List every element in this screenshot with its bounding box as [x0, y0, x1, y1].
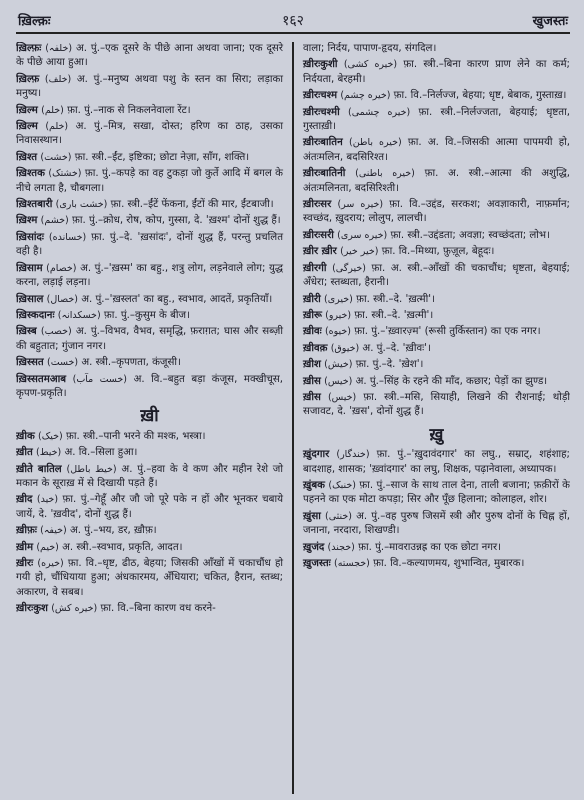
- entry-urdu-spelling: (خیری): [324, 293, 353, 305]
- entry-urdu-spelling: (خشت باری): [55, 199, 108, 211]
- entry-headword: ख़ीस: [302, 375, 321, 387]
- entry-urdu-spelling: (خجسته): [333, 558, 370, 569]
- entry-definition: अ. स्त्री.–स्वभाव, प्रकृति, आदत।: [62, 541, 183, 553]
- entry-definition: अ. पुं.–सिंह के रहने की माँद, कछार; पेड़ों का झुण्ड।: [355, 375, 548, 387]
- dictionary-entry: [303, 342, 570, 356]
- header-first-word: ख़िल्क़ः: [18, 14, 51, 29]
- header-last-word: खुजस्तः: [532, 14, 568, 29]
- page-number: १६२: [282, 13, 304, 29]
- entry-definition: फ़ा. पुं.–'ख़्वारज़्म' (रूसी तुर्किस्तान) का एक नगर।: [354, 326, 541, 338]
- entry-definition: अ. पुं.–विभव, वैभव, समृद्धि, फ़राग़त; घास और सब्ज़ी की बहुतात; गुंजान नगर।: [16, 326, 284, 352]
- dictionary-entry: [303, 167, 570, 196]
- entry-urdu-spelling: (خیس): [327, 391, 357, 403]
- entry-headword: ख़ीर ख़ीर: [302, 246, 337, 258]
- entry-headword: ख़िश्तक: [16, 168, 45, 180]
- entry-headword: ख़िस्ब: [16, 326, 37, 338]
- entry-urdu-spelling: (خسکدانہ): [57, 309, 101, 321]
- dictionary-entry: [303, 229, 570, 243]
- entry-headword: ख़ीरःकुशी: [302, 59, 338, 71]
- entry-definition: अ. पुं.–मित्र, सखा, दोस्त; हरिण का ठाह, उसका निवासस्थान।: [16, 121, 284, 147]
- entry-urdu-spelling: (خیره): [37, 558, 64, 569]
- entry-definition: फ़ा. वि.–धृष्ट, ढीठ, बेहया; जिसकी आँखों में चकाचौंध हो गयी हो, चौंधियाया हुआ; अंधकारमय, अँधियारा; चकित, हैरान, स्तब्ध; अकारण, वे सबब।: [16, 558, 284, 598]
- entry-urdu-spelling: (خست مآب): [72, 373, 127, 385]
- entry-definition: अ. पुं.–भय, डर, ख़ौफ़।: [69, 525, 157, 537]
- dictionary-entry: [303, 58, 570, 87]
- dictionary-entry: [303, 510, 570, 539]
- entry-urdu-spelling: (خلفہ): [45, 43, 73, 54]
- entry-urdu-spelling: (خیوه): [324, 326, 351, 338]
- entry-headword: ख़ीरः: [16, 558, 34, 569]
- dictionary-entry: [16, 214, 283, 228]
- dictionary-entry: [303, 448, 570, 477]
- entry-urdu-spelling: (خصال): [46, 293, 79, 305]
- entry-urdu-spelling: (خیش): [324, 359, 353, 371]
- entry-headword: ख़ीरःचश्म: [302, 90, 338, 102]
- entry-headword: ख़िसांदः: [16, 231, 44, 243]
- entry-urdu-spelling: (خشم): [40, 215, 69, 227]
- entry-urdu-spelling: (خیره کش): [51, 603, 98, 615]
- dictionary-entry: [16, 493, 283, 522]
- entry-definition: फ़ा. स्त्री.–निर्लज्जता, बेहयाई; धृष्टता, गुस्ताख़ी।: [302, 106, 570, 133]
- entry-urdu-spelling: (خلم): [45, 121, 69, 133]
- dictionary-entry: [303, 541, 570, 555]
- entry-list-right: [303, 42, 570, 420]
- entry-urdu-spelling: (خیره باطن): [348, 137, 402, 149]
- entry-definition: अ. वि.–सिला हुआ।: [64, 447, 138, 459]
- entry-definition: अ. पुं.–दे. 'ख़ीवः'।: [362, 342, 431, 354]
- entry-headword: ख़ीरू: [302, 309, 322, 321]
- dictionary-entry: [16, 231, 283, 260]
- dictionary-entry: [303, 557, 570, 571]
- entry-definition: फ़ा. पुं.–'ख़ुदावंदगार' का लघु., सम्राट्, शहंशाह; बादशाह, शासक; 'ख़्वांदगार' का लघु, शिक्षक, पढ़ानेवाला, अध्यापक।: [302, 449, 570, 475]
- dictionary-entry: [303, 479, 570, 508]
- entry-urdu-spelling: (خیفہ): [40, 525, 67, 537]
- entry-headword: ख़ीस: [302, 391, 321, 403]
- dictionary-entry: [303, 391, 570, 420]
- entry-definition: फ़ा. स्त्री.–दे. 'ख़त्मी'।: [354, 309, 434, 321]
- dictionary-entry: [16, 557, 283, 600]
- entry-urdu-spelling: (خنبک): [328, 479, 356, 491]
- dictionary-entry: [303, 375, 570, 389]
- entry-headword: ख़िस्कदानः: [16, 309, 55, 321]
- entry-definition: फ़ा. स्त्री.–बिना कारण प्राण लेने का कर्म; निर्दयता, बेरहमी।: [302, 59, 570, 85]
- dictionary-entry: [303, 42, 570, 56]
- entry-definition: फ़ा. स्त्री.–ईंट, इष्टिका; छोटा नेज़ा, साँग, शक्ति।: [74, 151, 250, 163]
- entry-urdu-spelling: (خیرو): [325, 309, 352, 321]
- entry-headword: ख़ीवक़: [302, 342, 328, 354]
- entry-headword: ख़िल्फ़ः: [16, 43, 42, 54]
- entry-definition: फ़ा. अ. स्त्री.–आँखों की चकाचौंध; धृष्टता, बेहयाई; अँधेरा; स्तब्धता, हैरानी।: [302, 262, 570, 289]
- entry-definition: अ. पुं.–मनुष्य अथवा पशु के स्तन का सिरा; लड़ाका मनुष्य।: [16, 73, 283, 100]
- entry-urdu-spelling: (خنثی): [324, 510, 352, 522]
- entry-urdu-spelling: (خیرگی): [332, 262, 366, 274]
- entry-headword: ख़िश्म: [16, 215, 38, 227]
- dictionary-entry: [303, 245, 570, 259]
- entry-urdu-spelling: (خلم): [41, 104, 64, 116]
- entry-headword: ख़ुजस्तः: [302, 558, 331, 569]
- entry-definition: फ़ा. पुं.–कुसुम के बीज।: [103, 309, 190, 321]
- entry-headword: ख़ीरी: [302, 293, 321, 305]
- entry-definition: फ़ा. वि.–बिना कारण वध करने-: [100, 603, 216, 615]
- dictionary-entry: [16, 430, 283, 444]
- entry-definition: अ. पुं.–'ख़स्लत' का बहु., स्वभाव, आदतें, प्रकृतियाँ।: [81, 293, 273, 305]
- dictionary-entry: [16, 325, 283, 354]
- entry-headword: ख़ीरःसरी: [302, 229, 334, 241]
- entry-headword: ख़ुंबक: [302, 479, 325, 491]
- dictionary-entry: [16, 541, 283, 555]
- entry-headword: ख़िल्फ़: [16, 73, 40, 85]
- dictionary-entry: [303, 89, 570, 103]
- entry-urdu-spelling: (خید): [36, 494, 59, 506]
- entry-urdu-spelling: (خلف): [44, 73, 72, 85]
- dictionary-entry: [16, 151, 283, 165]
- entry-definition: अ. पुं.–वह पुरुष जिसमें स्त्री और पुरुष दोनों के चिह्न हों, जनाना, नरदारा, शिखण्डी।: [302, 510, 570, 537]
- entry-definition: फ़ा. पुं.–कपड़े का वह टुकड़ा जो कुर्ते आदि में बगल के नीचे लगता है, चौबगला।: [16, 168, 284, 194]
- dictionary-entry: [303, 358, 570, 372]
- entry-definition: फ़ा. पुं.–नाक से निकलनेवाला रेंट।: [67, 104, 191, 116]
- entry-urdu-spelling: (خیره سر): [337, 199, 384, 211]
- entry-definition: फ़ा. पुं.–साज के साथ ताल देना, ताली बजाना; फ़क़ीरों के पहनने का एक मोटा कपड़ा; सिर और पूँछ हिलाना; कोलाहल, शोर।: [302, 479, 570, 506]
- entry-definition: वाला; निर्दय, पापाण-हृदय, संगदिल।: [302, 43, 437, 54]
- entry-definition: फ़ा. स्त्री.–पानी भरने की मश्क, भस्त्रा।: [65, 430, 206, 442]
- entry-headword: ख़ुंसा: [302, 510, 321, 522]
- entry-headword: ख़ीरःबातिन: [302, 137, 343, 149]
- dictionary-entry: [16, 356, 283, 370]
- dictionary-entry: [303, 293, 570, 307]
- entry-headword: ख़ीरःचश्मी: [302, 106, 340, 118]
- entry-urdu-spelling: (خصب): [40, 326, 72, 338]
- dictionary-entry: [16, 73, 283, 102]
- entry-urdu-spelling: (خیره چشمی): [348, 106, 411, 118]
- entry-headword: ख़िसाल: [16, 293, 44, 305]
- entry-urdu-spelling: (خست): [46, 357, 79, 369]
- entry-definition: फ़ा. पुं.–दे. 'ख़सांदः', दोनों शुद्ध हैं, परन्तु प्रचलित वही है।: [16, 231, 284, 258]
- dictionary-entry: [16, 463, 283, 492]
- entry-definition: फ़ा. अ. स्त्री.–आत्मा की अशुद्धि, अंतःमलिनता, बदसिरिश्ती।: [302, 168, 570, 194]
- section-heading-khu: ख़ु: [429, 424, 444, 445]
- entry-definition: अ. वि.–बहुत बड़ा कंजूस, मक्खीचूस, कृपण-प्रकृति।: [16, 373, 284, 399]
- dictionary-entry: [16, 524, 283, 538]
- entry-urdu-spelling: (خیک): [38, 430, 63, 442]
- section-heading-khi: ख़ी: [140, 406, 159, 427]
- entry-headword: ख़िश्तबारी: [16, 199, 53, 211]
- entry-urdu-spelling: (خیوق): [330, 342, 360, 354]
- entry-urdu-spelling: (خیط): [36, 447, 62, 459]
- entry-definition: फ़ा. पुं.–क्रोध, रोष, कोप, गुस्सा, दे. 'ख़श्म' दोनों शुद्ध हैं।: [72, 215, 281, 227]
- dictionary-entry: [16, 262, 283, 291]
- left-column: [16, 42, 291, 794]
- entry-list-left-2: [16, 430, 283, 617]
- dictionary-entry: [16, 167, 283, 196]
- dictionary-entry: [16, 602, 283, 616]
- entry-headword: ख़ीश: [302, 359, 321, 371]
- entry-urdu-spelling: (خیره سری): [337, 229, 388, 241]
- columns: [16, 42, 570, 794]
- entry-urdu-spelling: (خشتک): [48, 168, 82, 180]
- dictionary-entry: [303, 325, 570, 339]
- entry-definition: फ़ा. वि.–कल्याणमय, शुभान्वित, मुबारक।: [373, 558, 525, 569]
- entry-headword: ख़िसाम: [16, 262, 43, 274]
- dictionary-entry: [16, 373, 283, 402]
- entry-definition: फ़ा. स्त्री.–दे. 'ख़त्मी'।: [356, 293, 435, 305]
- entry-urdu-spelling: (خجند): [327, 541, 355, 553]
- entry-headword: ख़ीफ़ः: [16, 525, 37, 537]
- entry-urdu-spelling: (خصام): [46, 262, 77, 274]
- entry-urdu-spelling: (خشت): [40, 151, 72, 163]
- dictionary-entry: [303, 106, 570, 135]
- entry-list-right-2: [303, 448, 570, 571]
- entry-headword: ख़ुजंद: [302, 541, 325, 553]
- entry-headword: ख़ीद: [16, 494, 33, 506]
- entry-list-left: [16, 42, 283, 401]
- entry-headword: ख़ीत: [16, 447, 33, 459]
- entry-headword: ख़ुंदगार: [302, 449, 330, 461]
- entry-headword: ख़ीरःबातिनी: [302, 168, 346, 180]
- dictionary-entry: [16, 309, 283, 323]
- entry-headword: ख़िश्त: [16, 151, 38, 163]
- entry-definition: फ़ा. वि.–मिथ्या, फ़ुज़ूल, बेहूदः।: [381, 246, 495, 258]
- dictionary-entry: [16, 120, 283, 149]
- entry-headword: ख़ीरगी: [302, 262, 327, 274]
- entry-definition: फ़ा. स्त्री.–उद्दंडता; अवज्ञा; स्वच्छंदता; लोभ।: [390, 229, 550, 241]
- entry-headword: ख़िल्म: [16, 104, 38, 116]
- dictionary-entry: [16, 293, 283, 307]
- entry-definition: अ. पुं.–एक दूसरे के पीछे आना अथवा जाना; एक दूसरे के पीछे आया हुआ।: [16, 43, 283, 69]
- entry-urdu-spelling: (خیره باطنی): [355, 168, 415, 180]
- entry-definition: फ़ा. वि.–निर्लज्ज, बेहया; धृष्ट, बेबाक, गुस्ताख़।: [393, 90, 567, 102]
- entry-definition: फ़ा. पुं.–मावराउन्नह्र का एक छोटा नगर।: [358, 541, 502, 553]
- entry-urdu-spelling: (خیره چشم): [340, 90, 391, 102]
- dictionary-entry: [303, 198, 570, 227]
- entry-urdu-spelling: (خیط باطل): [66, 463, 117, 475]
- entry-headword: ख़ीते बातिल: [16, 463, 62, 475]
- dictionary-entry: [16, 104, 283, 118]
- entry-headword: ख़िस्सतमआब: [16, 373, 67, 385]
- entry-headword: ख़ीरःकुश: [16, 603, 48, 615]
- entry-headword: ख़िल्म: [16, 121, 38, 133]
- dictionary-entry: [16, 42, 283, 71]
- entry-urdu-spelling: (خیم): [36, 541, 59, 553]
- entry-urdu-spelling: (خیس): [324, 375, 353, 387]
- entry-urdu-spelling: (خندگار): [336, 449, 370, 461]
- entry-urdu-spelling: (خسانده): [48, 231, 87, 243]
- dictionary-entry: [303, 262, 570, 291]
- entry-headword: ख़ीरःसर: [302, 199, 332, 211]
- dictionary-entry: [16, 446, 283, 460]
- dictionary-entry: [303, 136, 570, 165]
- dictionary-entry: [16, 198, 283, 212]
- entry-definition: फ़ा. स्त्री.–ईंटें फेंकना, ईंटों की मार, ईंटबाजी।: [110, 199, 274, 211]
- column-divider: [292, 42, 294, 794]
- entry-definition: अ. पुं.–हवा के वे कण और महीन रेशे जो मकान के सूराख़ में से दिखायी पड़ते हैं।: [16, 463, 284, 489]
- entry-definition: फ़ा. पुं.–गेहूँ और जौ जो पूरे पके न हों और भूनकर चबाये जायें, दे. 'ख़वीद', दोनों शुद्ध हैं।: [16, 494, 284, 520]
- entry-definition: अ. पुं.–'ख़स्म' का बहु., शत्रु लोग, लड़नेवाले लोग; युद्ध करना, लड़ाई लड़ना।: [16, 262, 283, 289]
- entry-definition: अ. स्त्री.–कृपणता, कंजूसी।: [81, 357, 181, 369]
- right-column: [295, 42, 570, 794]
- entry-headword: ख़ीम: [16, 541, 34, 553]
- entry-headword: ख़ीवः: [302, 326, 322, 338]
- entry-urdu-spelling: (خیره کشی): [343, 59, 398, 71]
- entry-headword: ख़िस्सत: [16, 357, 44, 369]
- page-header: [16, 6, 570, 34]
- entry-definition: फ़ा. स्त्री.–मसि, सियाही, लिखने की रौशनाई; थोड़ी सजावट, दे. 'ख़स', दोनों शुद्ध हैं।: [302, 391, 570, 418]
- dictionary-entry: [303, 309, 570, 323]
- entry-headword: ख़ीक: [16, 430, 35, 442]
- entry-definition: फ़ा. पुं.–दे. 'ख़ेश'।: [355, 359, 424, 371]
- entry-definition: फ़ा. अ. वि.–जिसकी आत्मा पापमयी हो, अंतःमलिन, बदसिरिश्त।: [302, 137, 570, 163]
- entry-definition: फ़ा. वि.–उद्दंड, सरकश; अवज्ञाकारी, नाफ़र्मान; स्वच्छंद, ख़ुदराय; लोलुप, लालची।: [302, 199, 570, 225]
- entry-urdu-spelling: (خیر خیر): [340, 246, 379, 258]
